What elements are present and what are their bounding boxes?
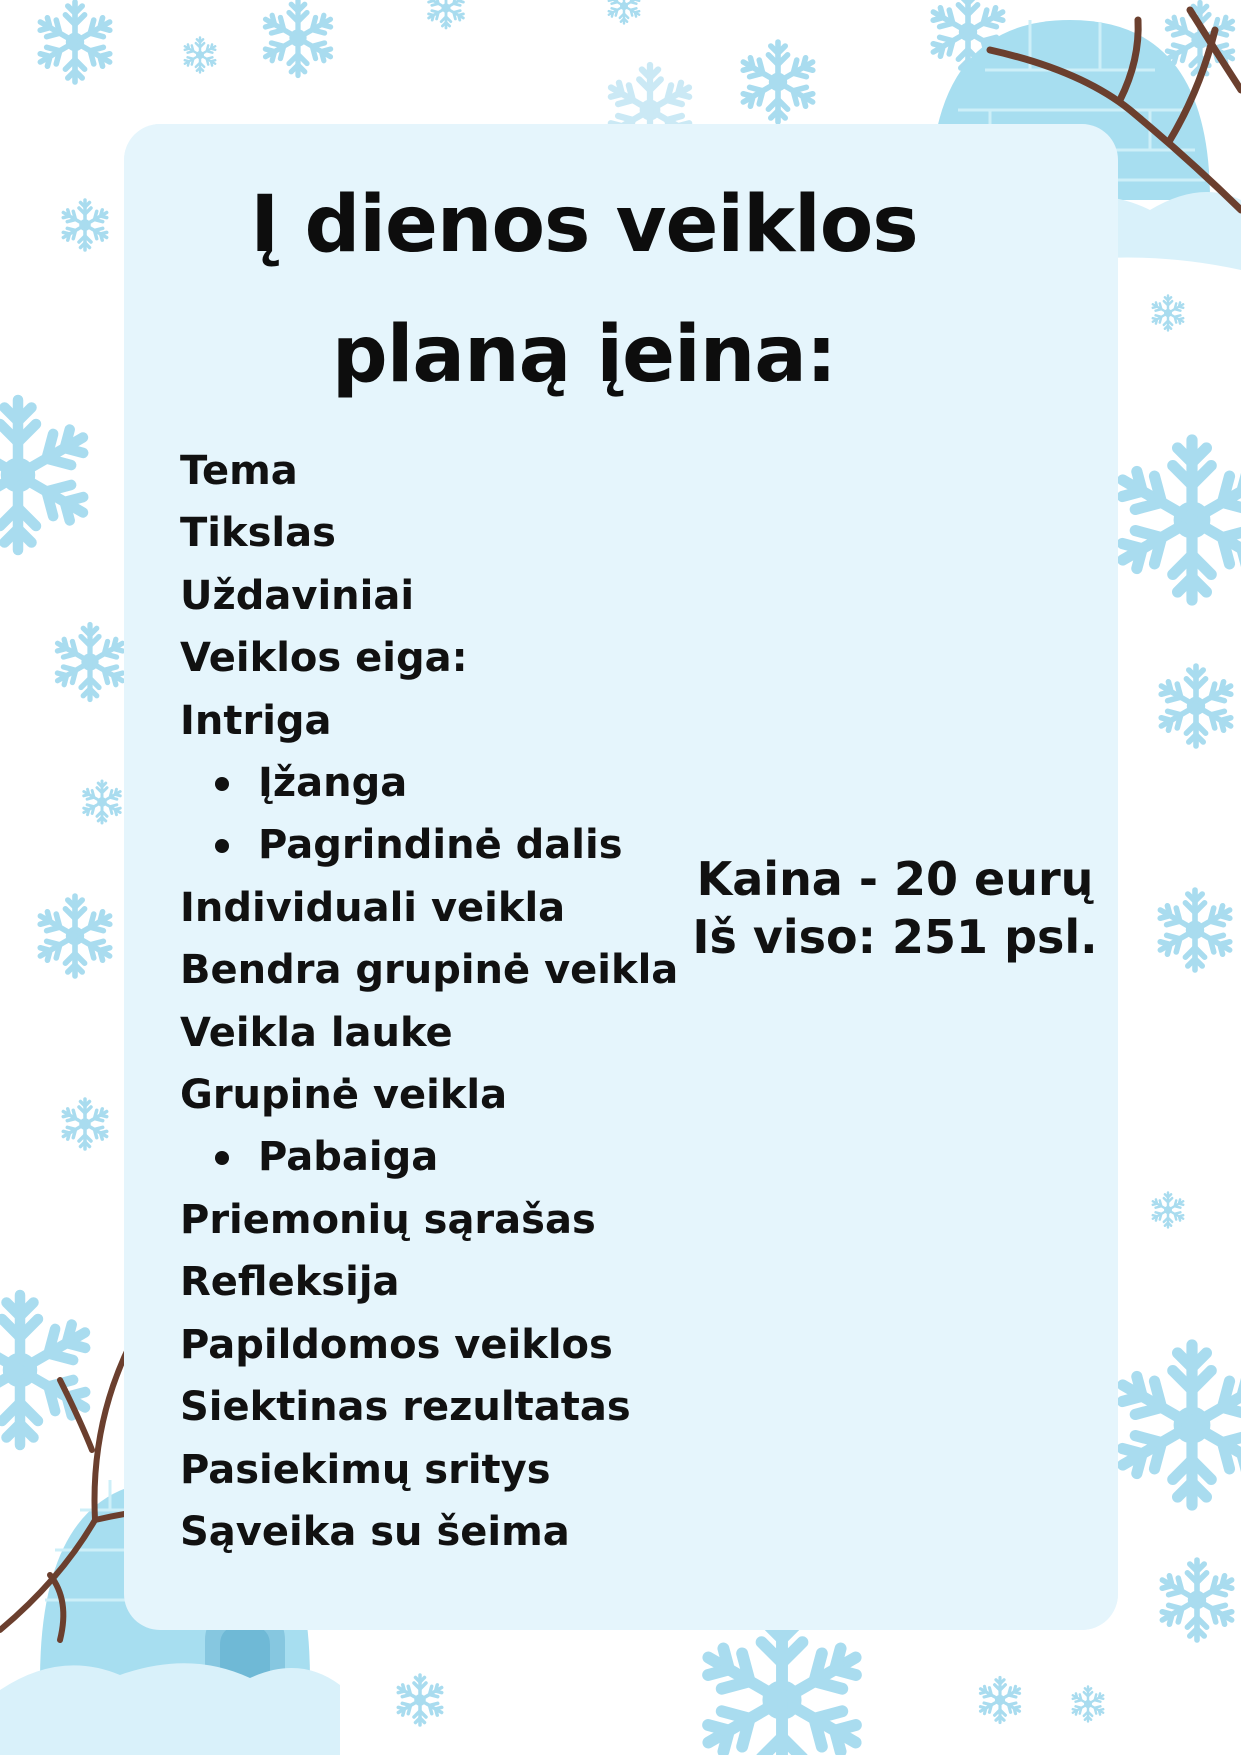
list-item: Sąveika su šeima	[180, 1508, 570, 1555]
page-title	[124, 160, 1044, 420]
list-item: Priemonių sąrašas	[180, 1196, 596, 1243]
list-item: Siektinas rezultatas	[180, 1384, 631, 1431]
list-item: Pasiekimų sritys	[180, 1446, 551, 1493]
title-line-1: Į dienos veiklos	[250, 180, 918, 270]
list-item: Tikslas	[180, 510, 336, 557]
list-item: Papildomos veiklos	[180, 1321, 613, 1368]
list-item: Grupinė veikla	[180, 1072, 508, 1119]
bullet-list-item: Pagrindinė dalis	[180, 814, 678, 876]
title-line-2: planą įeina:	[331, 310, 837, 400]
list-item: Refleksija	[180, 1259, 400, 1306]
price-label: Kaina - 20 eurų	[696, 852, 1094, 906]
list-item: Uždaviniai	[180, 572, 415, 619]
activity-plan-list	[180, 440, 678, 1563]
page-count-label: Iš viso: 251 psl.	[692, 910, 1098, 964]
price-info	[690, 850, 1100, 966]
list-item: Bendra grupinė veikla	[180, 947, 679, 994]
bullet-list-item: Įžanga	[180, 752, 678, 814]
list-item: Tema	[180, 448, 298, 494]
list-item: Veiklos eiga:	[180, 635, 468, 682]
list-item: Intriga	[180, 697, 332, 744]
list-item: Individuali veikla	[180, 884, 566, 931]
bullet-list-item: Pabaiga	[180, 1126, 678, 1188]
list-item: Veikla lauke	[180, 1009, 453, 1056]
